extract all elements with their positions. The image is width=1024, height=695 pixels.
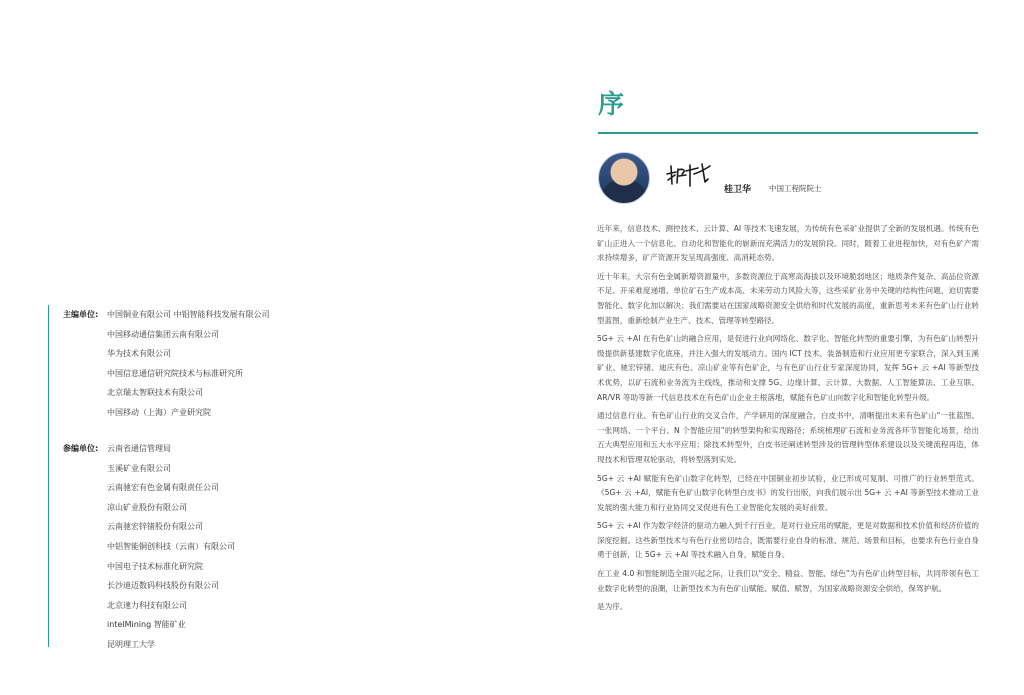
editor-item: 华为技术有限公司 — [107, 349, 171, 359]
preface-paragraph: 近年来，信息技术、测控技术、云计算、AI 等技术飞速发展，为传统有色采矿业提供了全新的发展机遇。传统有色矿山正进入一个信息化、自动化和智能化的崭新而充满活力的发展阶段。同时，随着工业进程加快，对有色矿产需求持续增多，矿产资源开发呈现高强度、高消耗态势。 — [597, 224, 979, 263]
editors-group — [63, 305, 270, 423]
credit-row — [63, 383, 270, 403]
credit-row — [63, 557, 235, 577]
author-title: 中国工程院院士 — [769, 184, 822, 193]
editor-item: 中国移动通信集团云南有限公司 — [107, 329, 219, 339]
editor-item: 北京瑞太智联技术有限公司 — [107, 388, 203, 398]
credit-row — [63, 325, 270, 345]
credit-row — [63, 635, 235, 655]
credit-row — [63, 439, 235, 459]
preface-paragraph: 近十年来，大宗有色金属新增资源量中，多数资源位于高寒高海拔以及环境脆弱地区；地质条件复杂、高品位资源不足、开采难度递增、单位矿石生产成本高、未来劳动力风险大等，这些采矿业务中关键的结构性问题，迫切需要智能化、数字化加以解决；我们需要站在国家战略资源安全供给和时代发展的高度，重新思考未来有色矿山行业转型蓝图，重新绘制产业生产、技术、管理等转型路径。 — [597, 271, 979, 325]
preface-paragraph: 5G+ 云 +AI 在有色矿山的融合应用，是促进行业向网络化、数字化、智能化转型的重要引擎，为有色矿山转型升级提供新基建数字化底座，并注入强大的发展动力。国内 ICT 技术、装备制造和行业应用更专家联合，深入到玉溪矿业、驰宏锌锗、迪庆有色、凉山矿业等有色矿企，与有色矿山行业专家深度协同，发挥 5G+ 云 +AI 等新型技术优势，以矿石流和业务流为主线线，推动和支撑 5G、边缘计算、云计算、大数据、人工智能算法、工业互联、AR/VR 等助等新一代信息技术在有色矿山企业主根落地，赋能有色矿山向数字化和智能化转型升级。 — [597, 334, 979, 402]
credit-row — [63, 596, 235, 616]
signature-image — [664, 160, 716, 188]
author-name: 桂卫华 — [724, 185, 752, 195]
author-portrait — [598, 152, 650, 204]
editor-item: 中国移动（上海）产业研究院 — [107, 407, 211, 417]
credit-row — [63, 517, 235, 537]
participant-item: 北京速力科技有限公司 — [107, 600, 187, 610]
credit-row — [63, 498, 235, 518]
participant-item: 玉溪矿业有限公司 — [107, 463, 171, 473]
participant-item: 云南驰宏有色金属有限责任公司 — [107, 483, 219, 493]
credit-row — [63, 364, 270, 384]
credit-row — [63, 478, 235, 498]
participant-item: 云南省通信管理局 — [107, 444, 171, 453]
participant-item: 长沙迪迈数码科技股份有限公司 — [107, 581, 219, 591]
title-divider — [598, 132, 978, 134]
editors-label: 主编单位: — [63, 310, 99, 319]
credit-row — [63, 344, 270, 364]
preface-body — [597, 222, 979, 619]
author-block — [598, 152, 978, 206]
participant-item: intelMining 智能矿业 — [107, 620, 186, 630]
right-page — [512, 0, 1024, 695]
editor-item: 中国信息通信研究院技术与标准研究所 — [107, 368, 243, 378]
participants-group — [63, 439, 235, 655]
preface-paragraph: 是为序。 — [597, 602, 628, 612]
preface-paragraph: 通过信息行业、有色矿山行业的交叉合作，产学研用的深度融合，白皮书中，清晰提出未来有色矿山“一张蓝图、一张网络、一个平台、N 个智能应用”的转型架构和实现路径；系统梳理矿石流和业务流各环节智能化场景，给出五大典型应用和五大水平应用；除技术转型外，白皮书还阐述转型涉及的管理转型体系建设以及关键流程再造，体现技术和管理双轮驱动，将转型落到实处。 — [597, 411, 979, 464]
credit-row — [63, 403, 270, 423]
participants-label: 参编单位: — [63, 444, 99, 453]
participant-item: 云南驰宏锌锗股份有限公司 — [107, 522, 203, 532]
credit-row — [63, 576, 235, 596]
editor-item: 中国铜业有限公司 中铝智能科技发展有限公司 — [107, 310, 270, 319]
participant-item: 昆明理工大学 — [107, 639, 155, 649]
credit-row — [63, 615, 235, 635]
credit-row — [63, 305, 270, 325]
participant-item: 凉山矿业股份有限公司 — [107, 502, 187, 512]
preface-paragraph: 5G+ 云 +AI 作为数字经济的驱动力融入到千行百业，是对行业应用的赋能，更是对数据和技术价值和经济价值的深度挖掘。这些新型技术与有色行业密切结合，既需要行业自身的标准、规范、场景和目标，也要求有色行业自身勇于创新，让 5G+ 云 +AI 等技术融入自身，赋能自身。 — [597, 521, 979, 560]
credit-row — [63, 537, 235, 557]
participant-item: 中铝智能铜创科技（云南）有限公司 — [107, 541, 235, 551]
credit-row — [63, 459, 235, 479]
participant-item: 中国电子技术标准化研究院 — [107, 561, 203, 571]
credits-block — [48, 305, 349, 647]
preface-paragraph: 在工业 4.0 和智能制造全面兴起之际，让我们以“安全、精益、智能、绿色”为有色矿山转型目标，共同带领有色工业数字化转型的浪潮，让新型技术为有色矿山赋能、赋值、赋智，为国家战略资源安全供给，保驾护航。 — [597, 569, 979, 593]
preface-paragraph: 5G+ 云 +AI 赋能有色矿山数字化转型，已经在中国铜业初步试验，业已形成可复制、可推广的行业转型范式。《5G+ 云 +AI，赋能有色矿山数字化转型白皮书》的发行出版，向我们展示出 5G+ 云 +AI 等新型技术推动工业发展的强大能力和行业协同交叉促进有色工业智能化发展的美好前景。 — [597, 473, 979, 512]
preface-title: 序 — [598, 90, 625, 120]
